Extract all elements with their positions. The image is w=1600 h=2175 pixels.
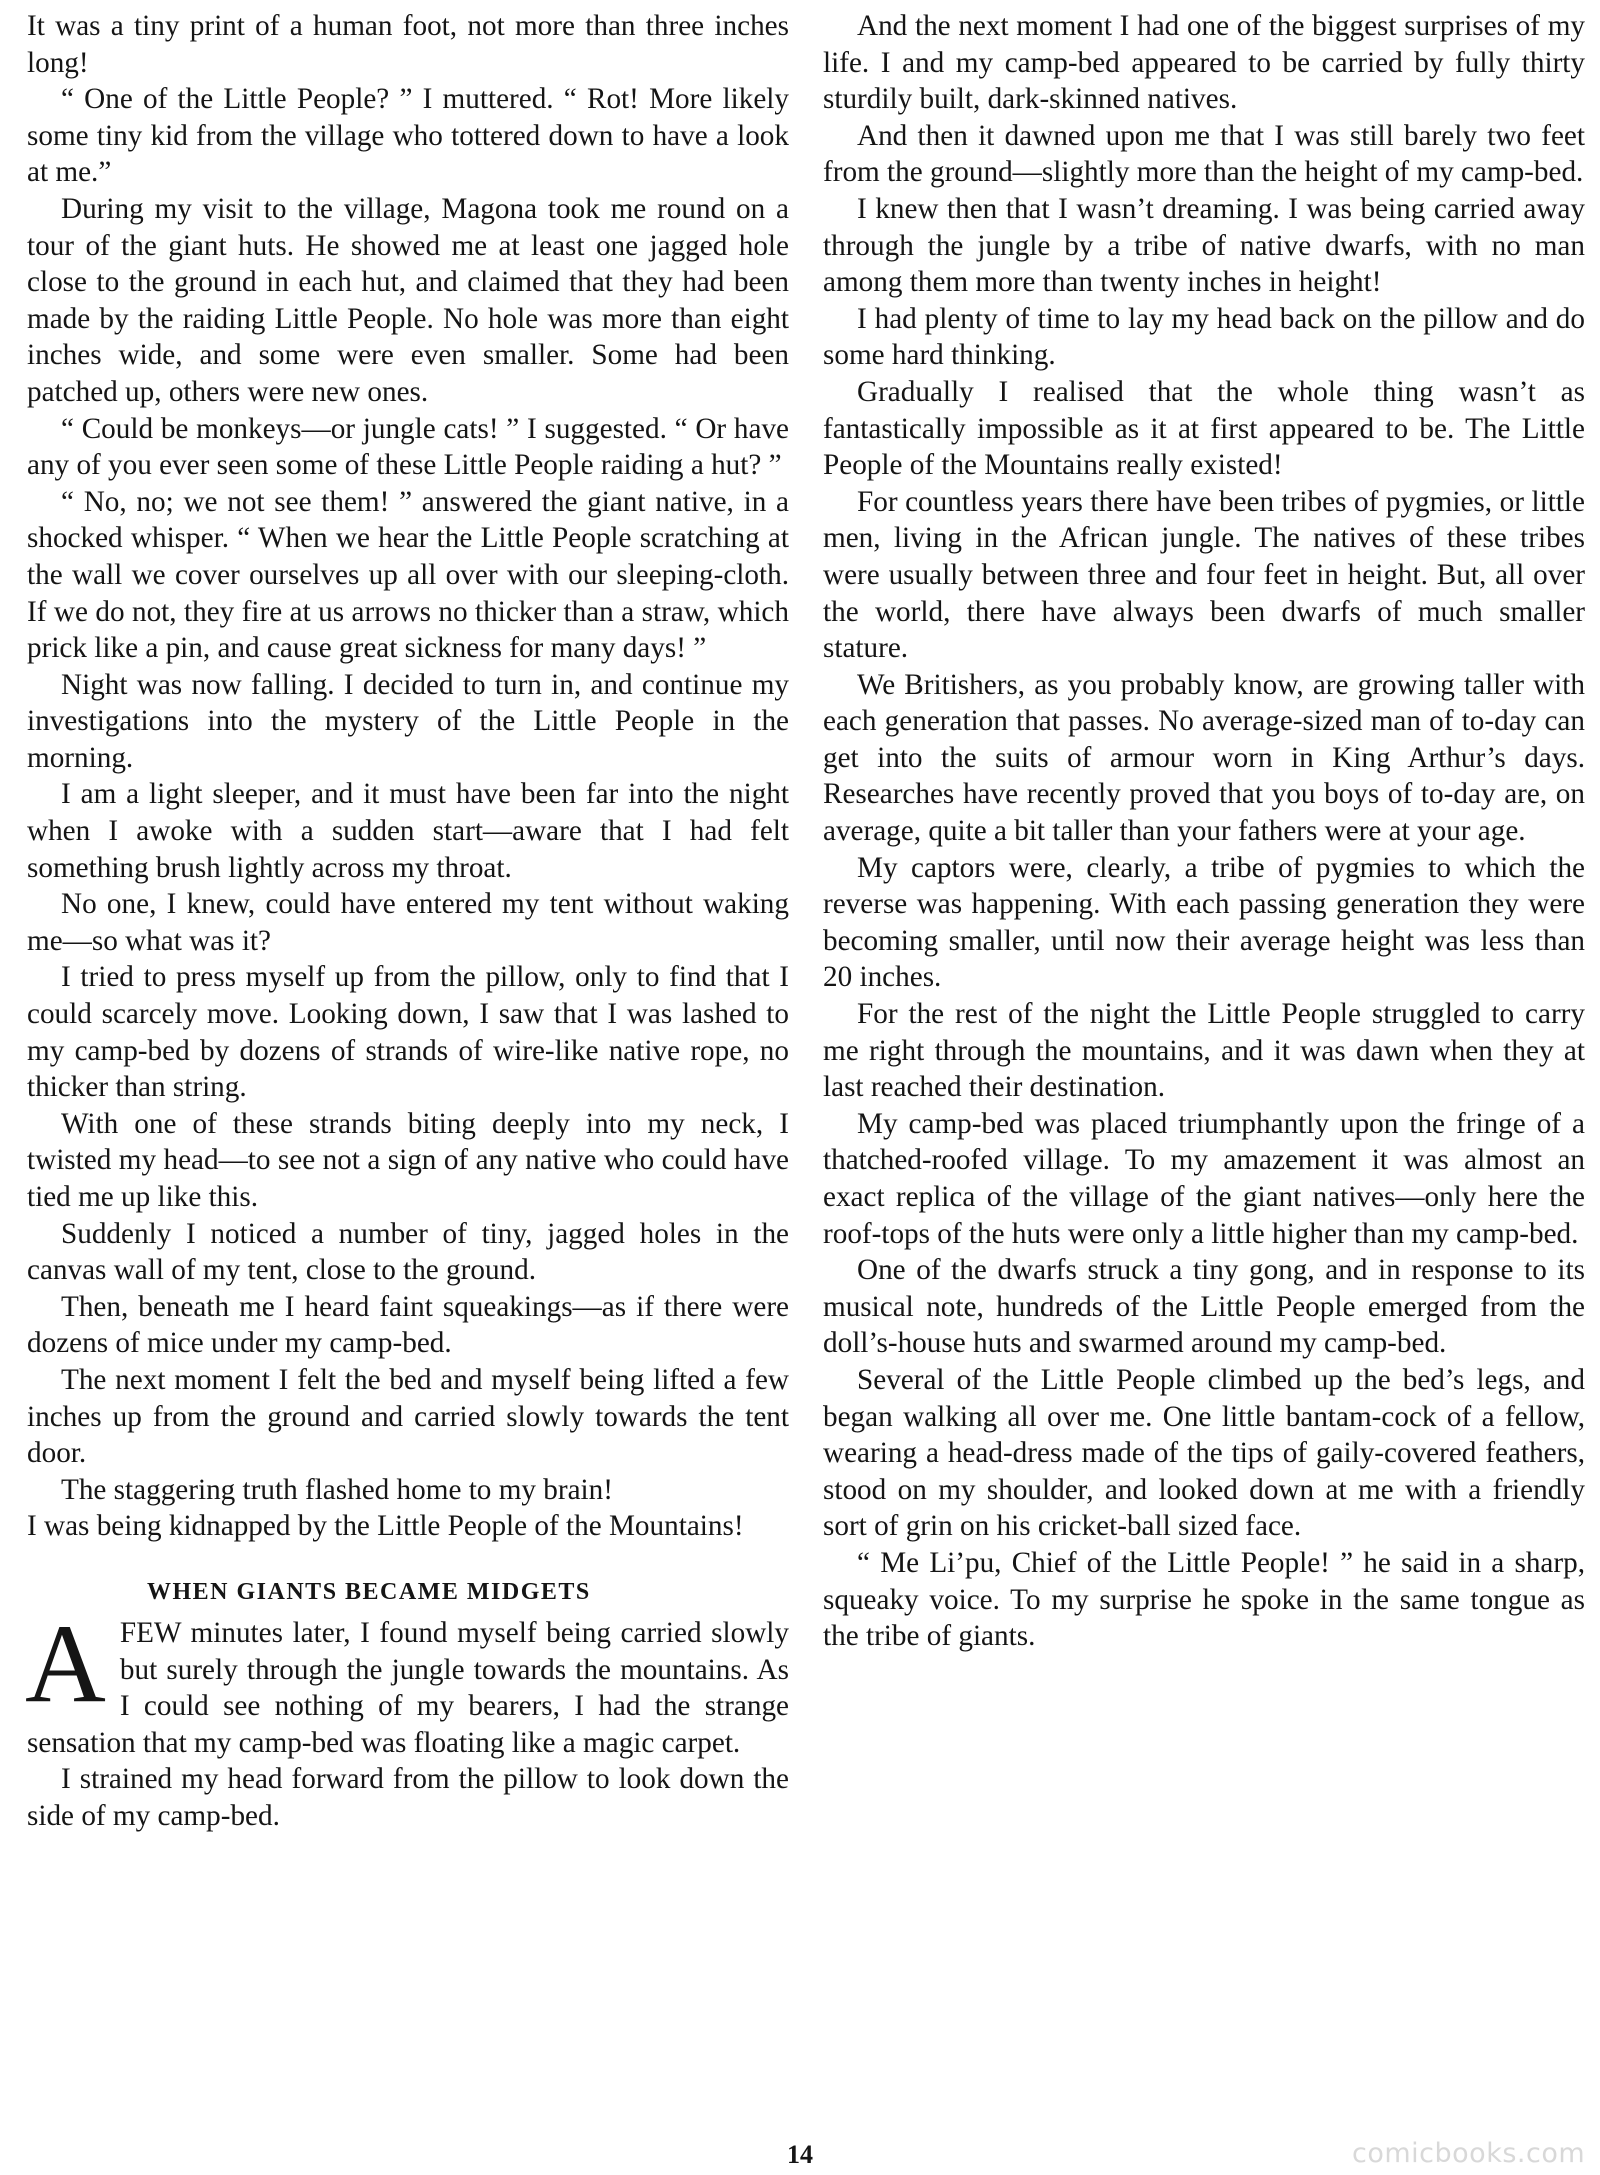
paragraph: Suddenly I noticed a number of tiny, jagged holes in the canvas wall of my tent, close to the ground. [27,1217,789,1287]
paragraph: Several of the Little People climbed up the bed’s legs, and began walking all over me. One little bantam-cock of a fellow, wearing a head-dress made of the tips of gaily-covered feathers, stood on my shoulder, and looked down at me with a friendly sort of grin on his cricket-ball sized face. [823,1363,1585,1543]
paragraph: I strained my head forward from the pillow to look down the side of my camp-bed. [27,1763,789,1832]
right-column [823,8,1585,1655]
paragraph: The next moment I felt the bed and myself being lifted a few inches up from the ground and carried slowly towards the tent door. [27,1363,789,1470]
paragraph: “ No, no; we not see them! ” answered the giant native, in a shocked whisper. “ When we hear the Little People scratching at the wall we cover ourselves up all over with our sleeping-cloth. If we do not, they fire at us arrows no thicker than a straw, which prick like a pin, and cause great sickness for many days! ” [27,485,789,665]
paragraph: The staggering truth flashed home to my brain! [61,1473,613,1506]
paragraph: One of the dwarfs struck a tiny gong, and in response to its musical note, hundreds of the Little People emerged from the doll’s-house huts and swarmed around my camp-bed. [823,1254,1585,1360]
paragraph: During my visit to the village, Magona took me round on a tour of the giant huts. He showed me at least one jagged hole close to the ground in each hut, and claimed that they had been made by the raiding Little People. No hole was more than eight inches wide, and some were even smaller. Some had been patched up, others were new ones. [27,192,789,408]
paragraph: I knew then that I wasn’t dreaming. I was being carried away through the jungle by a tribe of native dwarfs, with no man among them more than twenty inches in height! [823,192,1585,299]
paragraph: “ Could be monkeys—or jungle cats! ” I suggested. “ Or have any of you ever seen some of these Little People raiding a hut? ” [27,412,789,482]
dropcap-paragraph [25,1601,789,1761]
paragraph: “ One of the Little People? ” I muttered. “ Rot! More likely some tiny kid from the village who tottered down to have a look at me.” [27,83,789,189]
paragraph: My captors were, clearly, a tribe of pygmies to which the reverse was happening. With each passing generation they were becoming smaller, until now their average height was less than 20 inches. [823,851,1585,994]
page-number: 14 [787,2140,813,2169]
paragraph: With one of these strands biting deeply into my neck, I twisted my head—to see not a sign of any native who could have tied me up like this. [27,1107,789,1213]
paragraph: No one, I knew, could have entered my tent without waking me—so what was it? [27,888,789,957]
paragraph: For countless years there have been tribes of pygmies, or little men, living in the African jungle. The natives of these tribes were usually between three and four feet in height. But, all over the world, there have always been dwarfs of much smaller stature. [823,485,1585,665]
paragraph: Gradually I realised that the whole thing wasn’t as fantastically impossible as it at first appeared to be. The Little People of the Mountains really existed! [823,375,1585,482]
paragraph: And the next moment I had one of the biggest surprises of my life. I and my camp-bed appeared to be carried by fully thirty sturdily built, dark-skinned natives. [823,10,1585,116]
paragraph: And then it dawned upon me that I was still barely two feet from the ground—slightly more than the height of my camp-bed. [823,119,1585,189]
paragraph: “ Me Li’pu, Chief of the Little People! ” he said in a sharp, squeaky voice. To my surprise he spoke in the same tongue as the tribe of giants. [823,1546,1585,1653]
paragraph: Then, beneath me I heard faint squeakings—as if there were dozens of mice under my camp-bed. [27,1290,789,1360]
paragraph: We Britishers, as you probably know, are growing taller with each generation that passes. No average-sized man of to-day can get into the suits of armour worn in King Arthur’s days. Researches have recently proved that you boys of to-day are, on average, quite a bit taller than your fathers were at your age. [823,668,1585,848]
watermark: comicbooks.com [1352,2138,1586,2169]
paragraph: I had plenty of time to lay my head back on the pillow and do some hard thinking. [823,302,1585,372]
paragraph: Night was now falling. I decided to turn in, and continue my investigations into the mystery of the Little People in the morning. [27,668,789,774]
paragraph: I am a light sleeper, and it must have been far into the night when I awoke with a sudden start—aware that I had felt something brush lightly across my throat. [27,778,789,884]
paragraph: For the rest of the night the Little People struggled to carry me right through the mountains, and it was dawn when they at last reached their destination. [823,998,1585,1104]
paragraph: It was a tiny print of a human foot, not more than three inches long! [27,10,789,79]
drop-cap-letter: A [25,1601,106,1726]
paragraph: I was being kidnapped by the Little People of the Mountains! [27,1510,744,1543]
paragraph: I tried to press myself up from the pillow, only to find that I could scarcely move. Looking down, I saw that I was lashed to my camp-bed by dozens of strands of wire-like native rope, no thicker than string. [27,961,789,1104]
paragraph: My camp-bed was placed triumphantly upon the fringe of a thatched-roofed village. To my amazement it was almost an exact replica of the village of the giant natives—only here the roof-tops of the huts were only a little higher than my camp-bed. [823,1107,1585,1250]
section-heading: WHEN GIANTS BECAME MIDGETS [147,1578,591,1605]
left-column [27,8,789,1835]
dropcap-paragraph-text: FEW minutes later, I found myself being carried slowly but surely through the jungle towards the mountains. As I could see nothing of my bearers, I had the strange sensation that my camp-bed was floating like a magic carpet. [27,1616,789,1759]
